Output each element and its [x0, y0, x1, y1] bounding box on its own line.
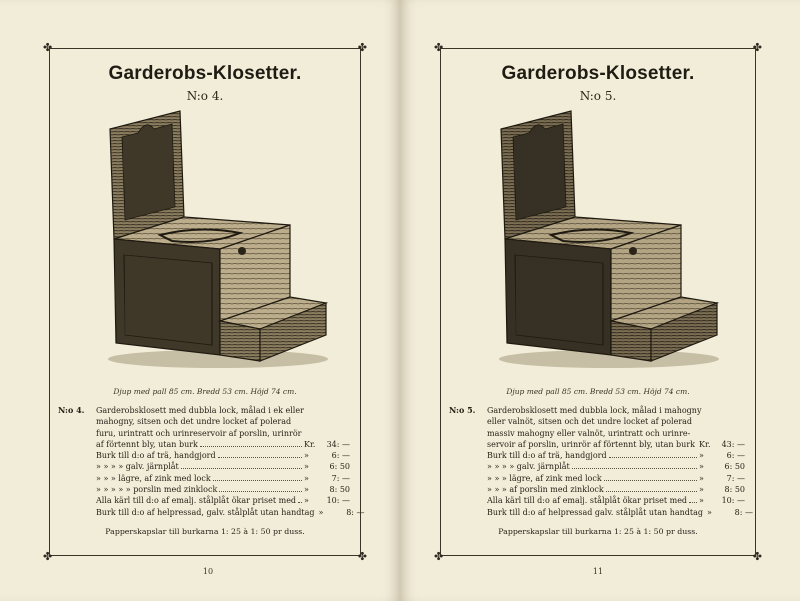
left-page-frame — [43, 41, 367, 563]
desc-line: Garderobsklosett med dubbla lock, målad i mahogny — [487, 406, 702, 415]
wardrobe-toilet-engraving-icon — [100, 107, 330, 377]
price-row: Burk till d:o af helpressad galv. stålplåt utan handtag » 8: — — [487, 507, 753, 517]
corner-ornament-icon: ✤ — [434, 550, 444, 563]
model-number: N:o 5. — [579, 89, 617, 103]
desc-line: eller valnöt, sitsen och det undre locket af polerad — [487, 417, 693, 427]
wardrobe-toilet-engraving-icon — [491, 107, 721, 377]
price-row: » » » » galv. järnplåt » 6: 50 — [96, 462, 350, 472]
price-row: Burk till d:o af helpressad, galv. stålplåt utan handtag » 8: — — [96, 507, 365, 517]
corner-ornament-icon: ✤ — [43, 550, 53, 563]
product-description — [449, 405, 753, 518]
page-title: Garderobs-Klosetter. — [501, 63, 695, 84]
corner-ornament-icon: ✤ — [43, 41, 53, 54]
item-number: N:o 4. — [58, 405, 85, 415]
desc-line: massiv mahogny eller valnöt, urintratt och urinre- — [487, 428, 691, 438]
corner-ornament-icon: ✤ — [357, 550, 367, 563]
footer-note: Papperskapslar till burkarna 1: 25 à 1: 50 pr duss. — [498, 527, 698, 536]
desc-line: mahogny, sitsen och det undre locket af polerad — [96, 417, 292, 427]
page-number: 10 — [202, 567, 214, 576]
right-page-frame — [434, 41, 762, 563]
corner-ornament-icon: ✤ — [752, 41, 762, 54]
price-list — [487, 439, 753, 518]
price-row: » » » lägre, af zink med lock » 7: — — [487, 473, 745, 483]
page-title: Garderobs-Klosetter. — [108, 63, 302, 84]
price-row: af förtennt bly, utan burk Kr. 34: — — [96, 439, 350, 449]
price-row: » » » » galv. järnplåt » 6: 50 — [487, 462, 745, 472]
product-description — [58, 405, 365, 518]
dimensions-caption: Djup med pall 85 cm. Bredd 53 cm. Höjd 74 cm. — [113, 387, 297, 396]
desc-line: furu, urintratt och urinreservoir af porslin, urinrör — [96, 428, 302, 438]
price-row: » » » lägre, af zink med lock » 7: — — [96, 473, 350, 483]
page-number: 11 — [592, 567, 604, 576]
dimensions-caption: Djup med pall 85 cm. Bredd 53 cm. Höjd 74 cm. — [506, 387, 690, 396]
model-number: N:o 4. — [186, 89, 224, 103]
price-row: Burk till d:o af trä, handgjord » 6: — — [487, 451, 745, 461]
price-row: Burk till d:o af trä, handgjord » 6: — — [96, 451, 350, 461]
desc-line: Garderobsklosett med dubbla lock, målad i ek eller — [96, 406, 304, 415]
price-row: » » » af porslin med zinklock » 8: 50 — [487, 485, 745, 495]
footer-note: Papperskapslar till burkarna 1: 25 à 1: 50 pr duss. — [105, 527, 305, 536]
price-list — [96, 439, 365, 518]
item-number: N:o 5. — [449, 405, 476, 415]
corner-ornament-icon: ✤ — [752, 550, 762, 563]
corner-ornament-icon: ✤ — [434, 41, 444, 54]
price-row: servoir af porslin, urinrör af förtennt bly, utan burk Kr. 43: — — [487, 439, 746, 449]
corner-ornament-icon: ✤ — [357, 41, 367, 54]
right-page — [400, 0, 800, 601]
price-row: Alla kärl till d:o af emalj. stålplåt ökar priset med » 10: — — [487, 496, 745, 506]
price-row: » » » » » porslin med zinklock » 8: 50 — [96, 485, 350, 495]
price-row: Alla kärl till d:o af emalj. stålplåt ökar priset med » 10: — — [96, 496, 350, 506]
